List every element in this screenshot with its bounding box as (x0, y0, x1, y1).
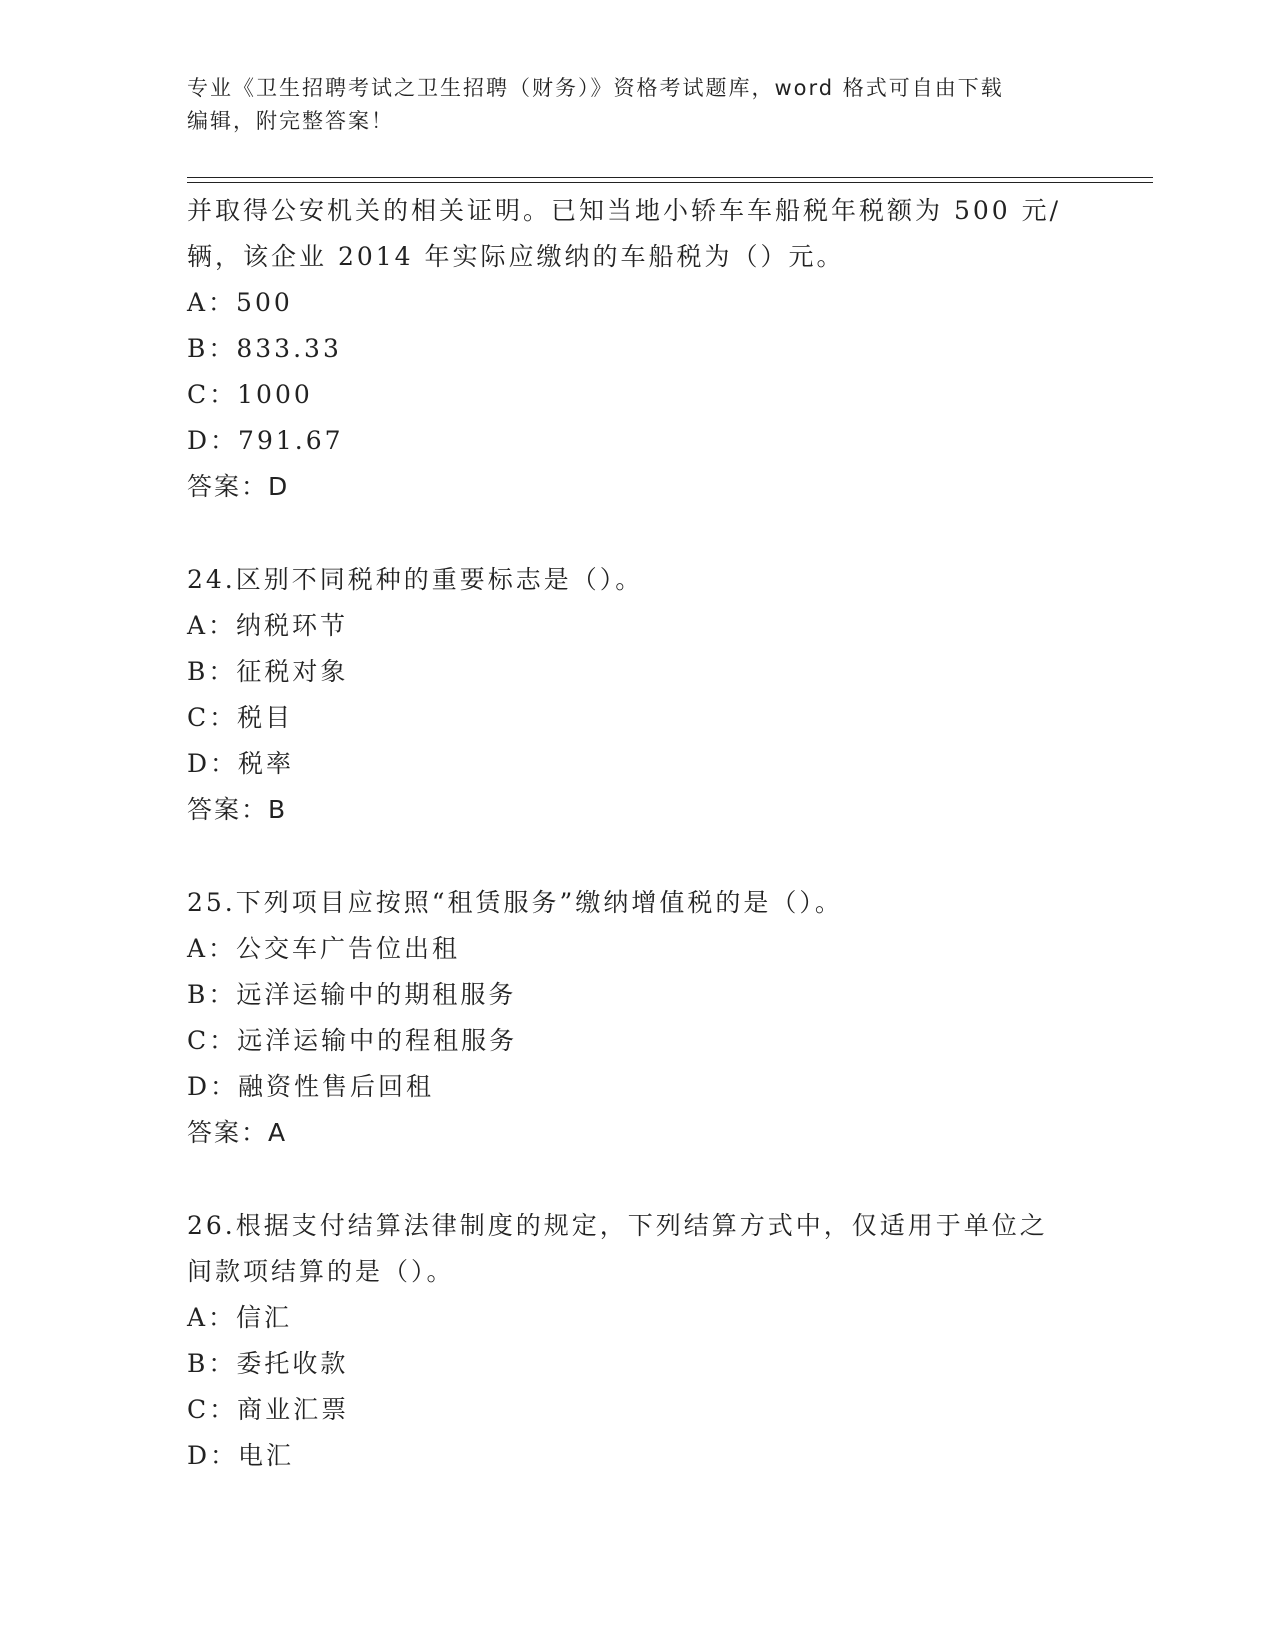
option-a: A：信汇 (187, 1303, 293, 1332)
option-c: C：税目 (187, 703, 294, 732)
question-stem: 24.区别不同税种的重要标志是（）。 (187, 565, 644, 594)
question-stem: 辆，该企业 2014 年实际应缴纳的车船税为（）元。 (187, 242, 845, 271)
question-26 (187, 1203, 1087, 1479)
spacer (187, 510, 1087, 557)
option-b: B：委托收款 (187, 1349, 349, 1378)
header-divider-bottom (187, 182, 1153, 183)
spacer (187, 1156, 1087, 1203)
option-a: A：纳税环节 (187, 611, 349, 640)
option-c: C：1000 (187, 380, 313, 409)
option-c: C：商业汇票 (187, 1395, 350, 1424)
header-line-2: 编辑，附完整答案！ (187, 109, 394, 133)
answer: 答案：D (187, 472, 290, 501)
option-d: D：791.67 (187, 426, 344, 455)
question-23 (187, 188, 1087, 510)
option-b: B：833.33 (187, 334, 342, 363)
spacer (187, 833, 1087, 880)
option-d: D：电汇 (187, 1441, 295, 1470)
question-stem: 25.下列项目应按照“租赁服务”缴纳增值税的是（）。 (187, 888, 843, 917)
option-d: D：融资性售后回租 (187, 1072, 435, 1101)
question-stem: 26.根据支付结算法律制度的规定，下列结算方式中，仅适用于单位之 (187, 1211, 1048, 1240)
option-a: A：500 (187, 288, 293, 317)
option-b: B：征税对象 (187, 657, 349, 686)
answer: 答案：B (187, 795, 288, 824)
header-divider-top (187, 177, 1153, 178)
question-list (187, 188, 1087, 1479)
document-header (187, 72, 1087, 138)
question-25 (187, 880, 1087, 1156)
question-24 (187, 557, 1087, 833)
question-stem: 间款项结算的是（）。 (187, 1257, 455, 1286)
header-line-1: 专业《卫生招聘考试之卫生招聘（财务）》资格考试题库，word 格式可自由下载 (187, 76, 1004, 100)
option-b: B：远洋运输中的期租服务 (187, 980, 517, 1009)
option-d: D：税率 (187, 749, 295, 778)
question-stem: 并取得公安机关的相关证明。已知当地小轿车车船税年税额为 500 元/ (187, 196, 1062, 225)
option-a: A：公交车广告位出租 (187, 934, 461, 963)
answer: 答案：A (187, 1118, 288, 1147)
option-c: C：远洋运输中的程租服务 (187, 1026, 518, 1055)
